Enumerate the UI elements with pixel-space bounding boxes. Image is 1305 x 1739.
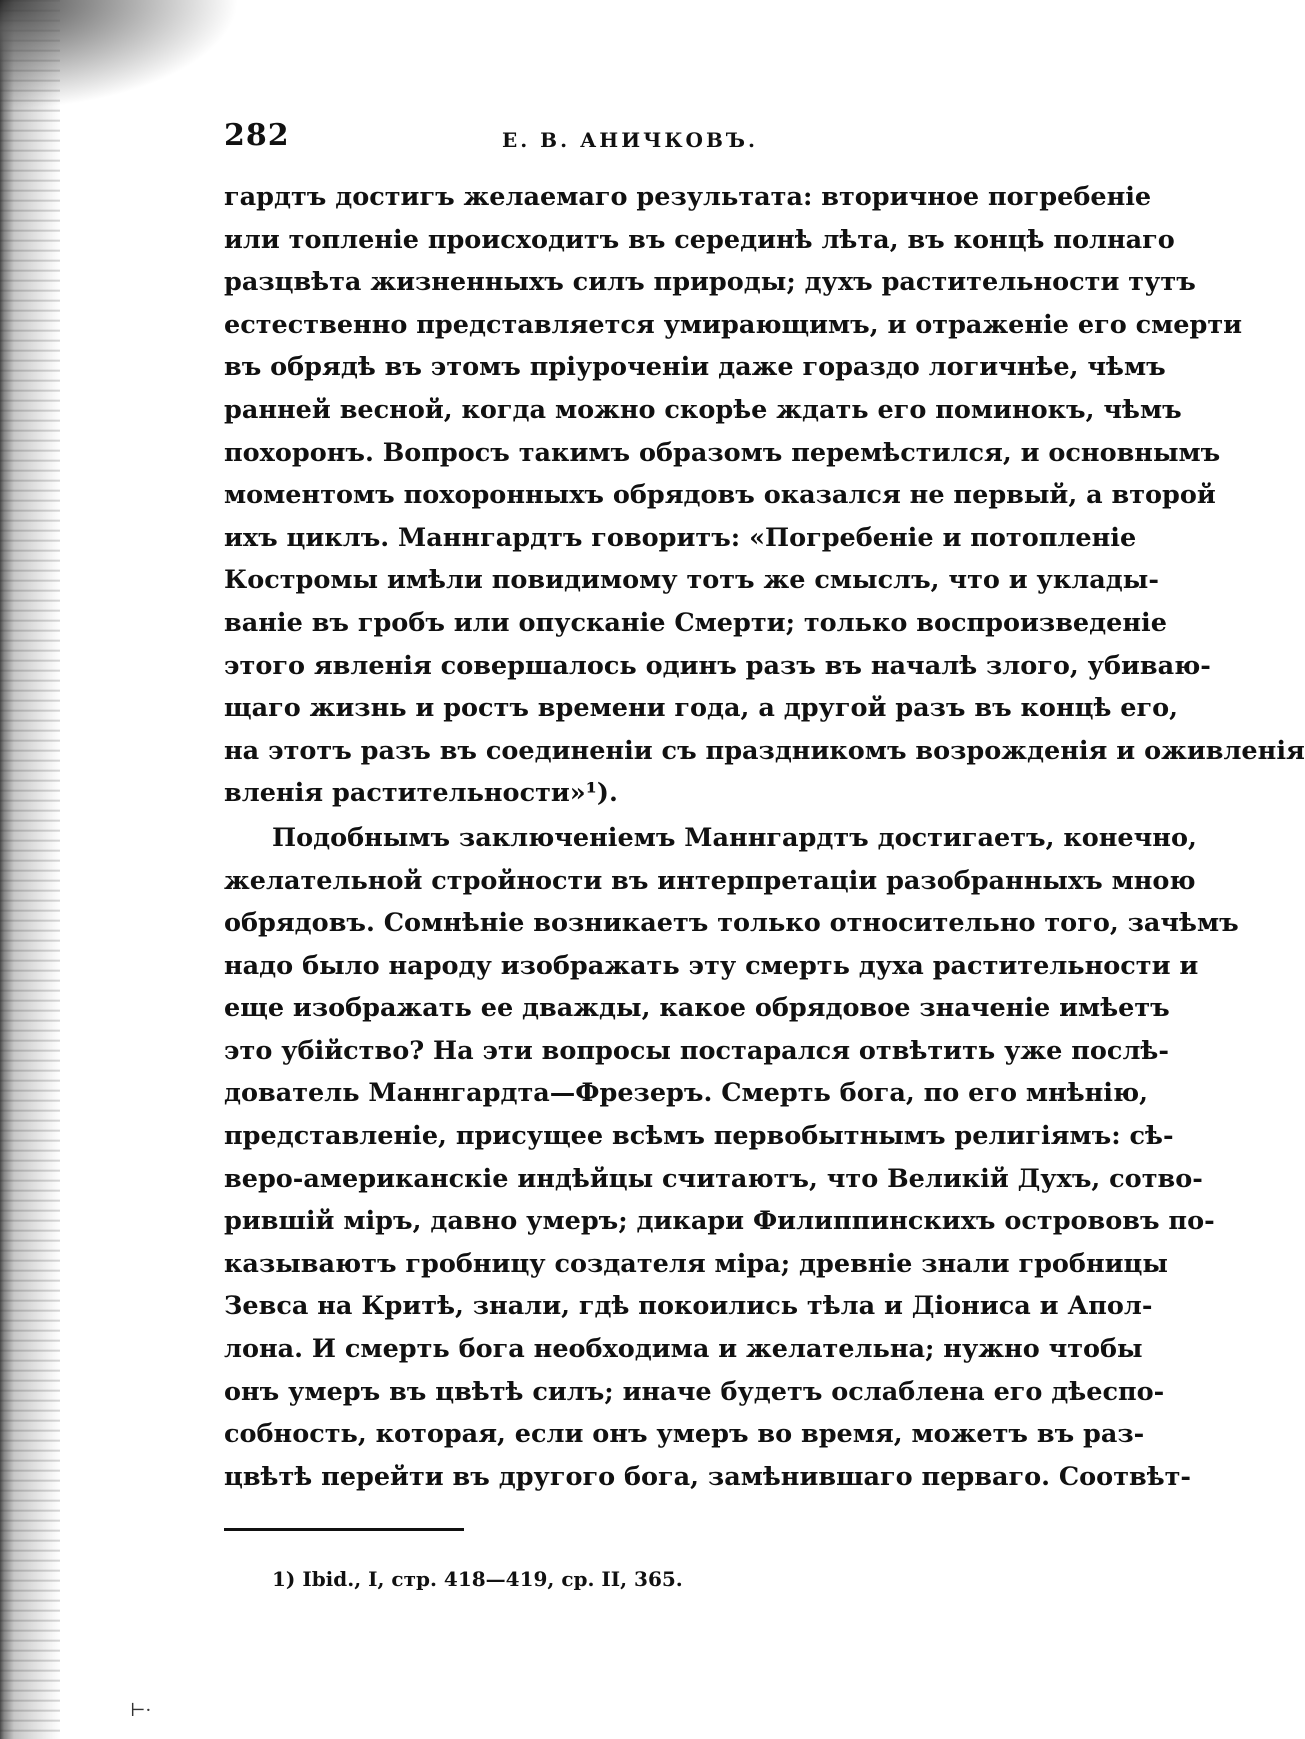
text-line: казываютъ гробницу создателя міра; древніе знали гробницы xyxy=(224,1248,1168,1279)
text-line: вленія растительности»¹). xyxy=(224,778,618,809)
text-line: надо было народу изображать эту смерть духа растительности и xyxy=(224,950,1199,981)
text-line: или топленіе происходитъ въ серединѣ лѣта, въ концѣ полнаго xyxy=(224,224,1175,255)
page-number: 282 xyxy=(224,118,290,153)
text-line: желательной стройности въ интерпретаціи разобранныхъ мною xyxy=(224,865,1196,896)
text-line: дователь Маннгардта—Фрезеръ. Смерть бога, по его мнѣнію, xyxy=(224,1078,1149,1109)
paragraph-1 xyxy=(224,176,1305,815)
text-line: щаго жизнь и ростъ времени года, а другой разъ въ концѣ его, xyxy=(224,693,1178,724)
text-line: ихъ циклъ. Маннгардтъ говоритъ: «Погребеніе и потопленіе xyxy=(224,522,1137,553)
text-line: ранней весной, когда можно скорѣе ждать его поминокъ, чѣмъ xyxy=(224,394,1182,425)
paragraph-2 xyxy=(224,817,1239,1499)
text-line: онъ умеръ въ цвѣтѣ силъ; иначе будетъ ослаблена его дѣеспо- xyxy=(224,1376,1165,1407)
scan-corner-mark: ⊢· xyxy=(130,1700,152,1721)
text-line: рившій міръ, давно умеръ; дикари Филиппинскихъ острововъ по- xyxy=(224,1206,1215,1237)
footnote-rule xyxy=(224,1528,464,1531)
text-line: это убійство? На эти вопросы постарался отвѣтить уже послѣ- xyxy=(224,1035,1169,1066)
text-line: обрядовъ. Сомнѣніе возникаетъ только относительно того, зачѣмъ xyxy=(224,908,1239,939)
text-line: этого явленія совершалось одинъ разъ въ началѣ злого, убиваю- xyxy=(224,650,1211,681)
text-line: веро-американскіе индѣйцы считаютъ, что Великій Духъ, сотво- xyxy=(224,1163,1203,1194)
book-page xyxy=(224,118,1305,1592)
text-line: еще изображать ее дважды, какое обрядовое значеніе имѣетъ xyxy=(224,993,1170,1024)
running-head xyxy=(224,118,1036,164)
text-line: на этотъ разъ въ соединеніи съ праздникомъ возрожденія и оживленія xyxy=(224,735,1305,766)
text-line: представленіе, присущее всѣмъ первобытнымъ религіямъ: сѣ- xyxy=(224,1121,1174,1152)
text-line: естественно представляется умирающимъ, и отраженіе его смерти xyxy=(224,309,1243,340)
text-line: моментомъ похоронныхъ обрядовъ оказался не первый, а второй xyxy=(224,480,1216,511)
text-line: Костромы имѣли повидимому тотъ же смыслъ, что и уклады- xyxy=(224,565,1159,596)
footnote: 1) Ibid., I, стр. 418—419, ср. II, 365. xyxy=(272,1567,683,1592)
scan-binding-shadow xyxy=(0,0,60,1739)
text-line: похоронъ. Вопросъ такимъ образомъ перемѣстился, и основнымъ xyxy=(224,437,1221,468)
body-text xyxy=(224,176,1305,1498)
text-line: въ обрядѣ въ этомъ пріуроченіи даже гораздо логичнѣе, чѣмъ xyxy=(224,352,1166,383)
text-line: гардтъ достигъ желаемаго результата: вторичное погребеніе xyxy=(224,182,1152,212)
text-line: Подобнымъ заключеніемъ Маннгардтъ достигаетъ, конечно, xyxy=(272,822,1197,853)
text-line: Зевса на Критѣ, знали, гдѣ покоились тѣла и Діониса и Апол- xyxy=(224,1291,1153,1322)
scan-corner-shadow xyxy=(0,0,240,110)
running-title: Е. В. АНИЧКОВЪ. xyxy=(502,128,758,152)
text-line: разцвѣта жизненныхъ силъ природы; духъ растительности тутъ xyxy=(224,267,1196,298)
text-line: лона. И смерть бога необходима и желательна; нужно чтобы xyxy=(224,1334,1143,1365)
text-line: цвѣтѣ перейти въ другого бога, замѣнившаго перваго. Соотвѣт- xyxy=(224,1461,1192,1492)
text-line: собность, которая, если онъ умеръ во время, можетъ въ раз- xyxy=(224,1419,1145,1450)
text-line: ваніе въ гробъ или опусканіе Смерти; только воспроизведеніе xyxy=(224,607,1167,638)
